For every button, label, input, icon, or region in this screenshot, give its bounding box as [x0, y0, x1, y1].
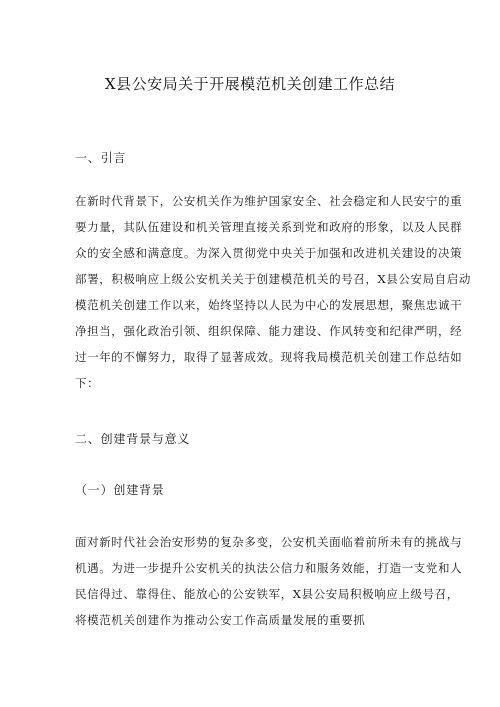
background-paragraph-line: 机遇。为进一步提升公安机关的执法公信力和服务效能，打造一支党和人 [75, 561, 463, 575]
intro-paragraph-line: 净担当，强化政治引领、组织保障、能力建设、作风转变和纪律严明，经 [75, 324, 463, 338]
background-paragraph-line: 面对新时代社会治安形势的复杂多变，公安机关面临着前所未有的挑战与 [75, 535, 463, 549]
intro-paragraph-line: 下： [75, 376, 100, 390]
background-paragraph-line: 民信得过、靠得住、能放心的公安铁军，X县公安局积极响应上级号召， [75, 587, 459, 601]
intro-paragraph-line: 模范机关创建工作以来，始终坚持以人民为中心的发展思想，聚焦忠诚干 [75, 298, 463, 312]
section-heading-background: 二、创建背景与意义 [75, 432, 191, 446]
intro-paragraph-line: 部署，积极响应上级公安机关关于创建模范机关的号召，X县公安局自启动 [75, 272, 471, 286]
intro-paragraph-line: 过一年的不懈努力，取得了显著成效。现将我局模范机关创建工作总结如 [75, 350, 463, 364]
background-paragraph-line: 将模范机关创建作为推动公安工作高质量发展的重要抓 [75, 613, 366, 627]
section-heading-introduction: 一、引言 [75, 151, 127, 165]
intro-paragraph-line: 众的安全感和满意度。为深入贯彻党中央关于加强和改进机关建设的决策 [75, 246, 463, 260]
intro-paragraph-line: 要力量，其队伍建设和机关管理直接关系到党和政府的形象，以及人民群 [75, 220, 463, 234]
subsection-heading-background: （一）创建背景 [75, 483, 165, 497]
document-title: X县公安局关于开展模范机关创建工作总结 [104, 75, 396, 93]
intro-paragraph-line: 在新时代背景下，公安机关作为维护国家安全、社会稳定和人民安宁的重 [75, 194, 463, 208]
